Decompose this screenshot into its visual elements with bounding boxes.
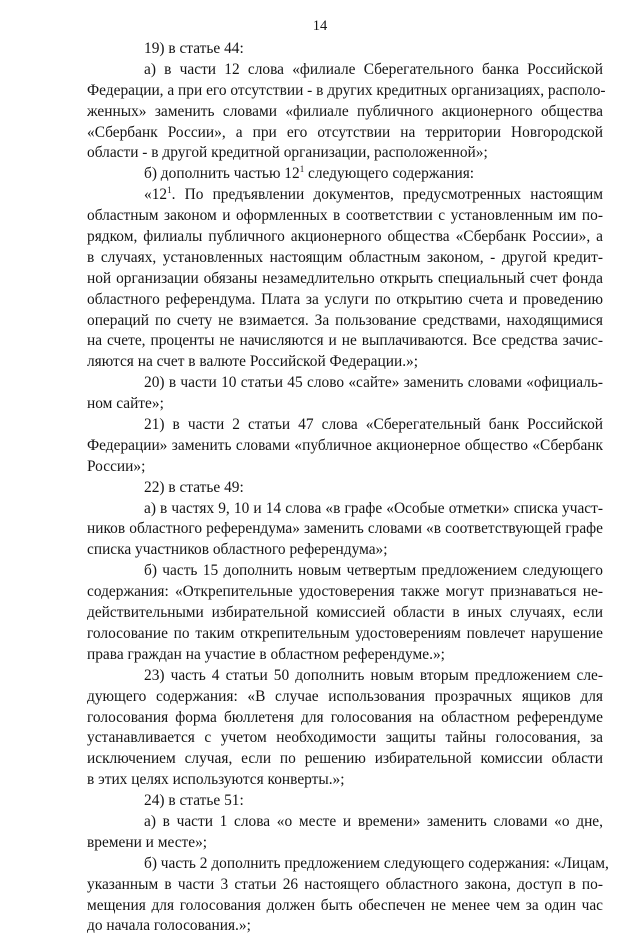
text-line: указанным в части 3 статьи 26 настоящего областного закона, доступ в по- bbox=[87, 875, 603, 893]
text-line: областным законом и оформленных в соответствии с установленным им по- bbox=[87, 207, 603, 225]
text-line: голосования форма бюллетеня для голосования на областном референдуме bbox=[87, 708, 603, 726]
item-22-heading: 22) в статье 49: bbox=[144, 478, 244, 496]
text-line: а) в части 12 слова «филиале Сберегательного банка Российской bbox=[144, 60, 603, 78]
text-line: содержания: «Открепительные удостоверения также могут признаваться не- bbox=[87, 583, 603, 601]
text-line: Федерации» заменить словами «публичное акционерное общество «Сбербанк bbox=[87, 436, 603, 454]
text-line: ной организации обязаны незамедлительно открыть специальный счет фонда bbox=[87, 269, 603, 287]
text-line: рядком, филиалы публичного акционерного общества «Сбербанк России», а bbox=[87, 228, 603, 246]
document-body bbox=[87, 39, 609, 937]
text-line: а) в частях 9, 10 и 14 слова «в графе «Особые отметки» списка участ- bbox=[144, 499, 603, 517]
text-line: женных» заменить словами «филиале публичного акционерного общества bbox=[87, 102, 603, 120]
text-line: списка участников областного референдума»; bbox=[87, 541, 388, 559]
text-line: «Сбербанк России», а при его отсутствии на территории Новгородской bbox=[87, 123, 603, 141]
text-line: ном сайте»; bbox=[87, 395, 164, 413]
text-line: мещения для голосования должен быть обеспечен не менее чем за один час bbox=[87, 896, 603, 914]
text-line: времени и месте»; bbox=[87, 833, 208, 851]
page-number: 14 bbox=[312, 18, 328, 34]
text-line: ников областного референдума» заменить словами «в соответствующей графе bbox=[87, 520, 603, 538]
quote-first-line: «$12^1$. По предъявлении документов, предусмотренных настоящим bbox=[144, 185, 603, 204]
text-line: действительными избирательной комиссией области в иных случаях, если bbox=[87, 604, 603, 622]
text-line: областного референдума. Плата за услуги по открытию счета и проведению bbox=[87, 290, 603, 308]
text-line: дующего содержания: «В случае использования прозрачных ящиков для bbox=[87, 687, 603, 705]
item-21-line: 21) в части 2 статьи 47 слова «Сберегательный банк Российской bbox=[144, 416, 603, 434]
item-24-heading: 24) в статье 51: bbox=[144, 792, 244, 810]
text-line: голосование по таким открепительным удостоверениям повлечет нарушение bbox=[87, 624, 603, 642]
item-19-b-intro: б) дополнить частью $12^1$ следующего содержания: bbox=[144, 164, 475, 183]
text-line: б) часть 15 дополнить новым четвертым предложением следующего bbox=[144, 562, 603, 580]
text-line: до начала голосования.»; bbox=[87, 917, 251, 935]
text-line: права граждан на участие в областном референдуме.»; bbox=[87, 645, 445, 663]
text-line: в случаях, установленных настоящим областным законом, - другой кредит- bbox=[87, 248, 603, 266]
text-line: области - в другой кредитной организации, расположенной»; bbox=[87, 144, 488, 162]
text-line: операций по счету не взимается. За пользование средствами, находящимися bbox=[87, 311, 603, 329]
item-19-heading: 19) в статье 44: bbox=[144, 40, 244, 57]
text-line: на счете, проценты не начисляются и не выплачиваются. Все средства зачис- bbox=[87, 332, 603, 350]
text-line: б) часть 2 дополнить предложением следующего содержания: «Лицам, bbox=[144, 854, 609, 872]
text-line: а) в части 1 слова «о месте и времени» заменить словами «о дне, bbox=[144, 812, 603, 830]
text-line: в этих целях используются конверты.»; bbox=[87, 771, 345, 789]
text-line: Федерации, а при его отсутствии - в других кредитных организациях, располо- bbox=[87, 81, 606, 99]
item-20-line: 20) в части 10 статьи 45 слово «сайте» заменить словами «официаль- bbox=[144, 374, 603, 392]
item-23-line: 23) часть 4 статьи 50 дополнить новым вторым предложением сле- bbox=[144, 666, 603, 684]
text-line: исключением случая, если по решению избирательной комиссии области bbox=[87, 750, 603, 768]
text-line: ляются на счет в валюте Российской Федерации.»; bbox=[87, 353, 419, 371]
text-line: России»; bbox=[87, 457, 146, 475]
text-line: устанавливается с учетом необходимости защиты тайны голосования, за bbox=[87, 729, 603, 747]
